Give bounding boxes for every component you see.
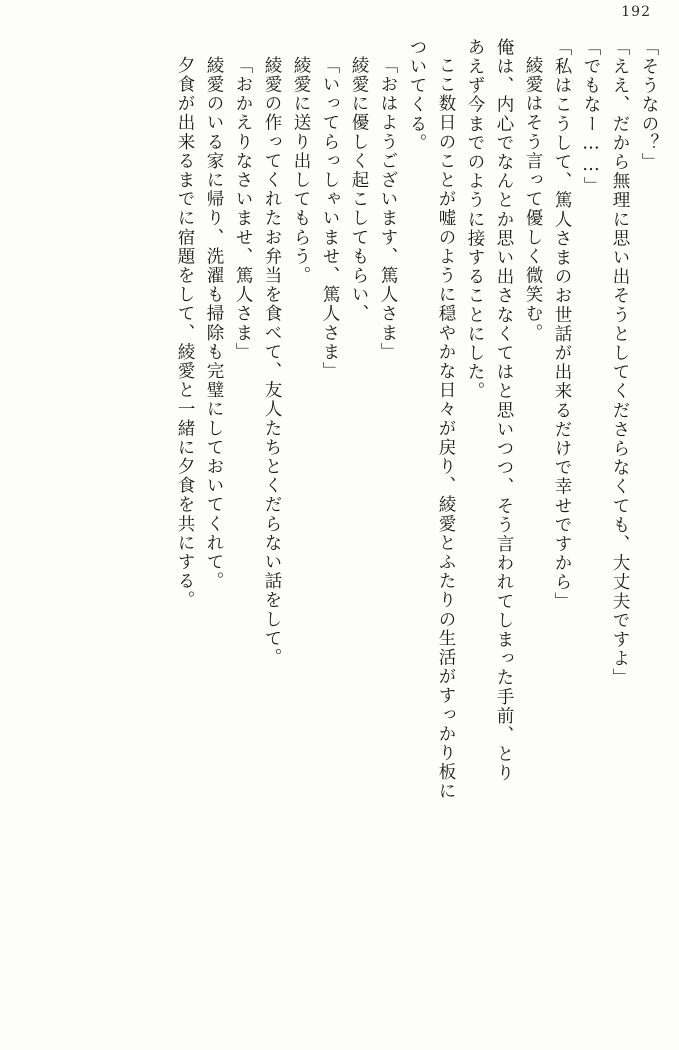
vertical-body-text <box>22 38 657 1022</box>
text-line: 綾愛に優しく起こしてもらい、 <box>349 56 369 324</box>
text-line: 綾愛はそう言って優しく微笑む。 <box>523 56 543 343</box>
text-line: 夕食が出来るまでに宿題をして、綾愛と一緒に夕食を共にする。 <box>175 56 195 610</box>
text-line: 綾愛のいる家に帰り、洗濯も掃除も完璧にしておいてくれて。 <box>204 56 224 591</box>
text-line: 「私はこうして、篤人さまのお世話が出来るだけで幸せですから」 <box>552 38 572 611</box>
text-line: あえず今までのように接することにした。 <box>465 38 485 401</box>
text-line: ついてくる。 <box>407 38 427 153</box>
text-line: 「ええ、だから無理に思い出そうとしてくださらなくても、大丈夫ですよ」 <box>610 38 630 688</box>
page-number: 192 <box>621 4 651 20</box>
text-line: 綾愛に送り出してもらう。 <box>291 56 311 286</box>
text-line: 綾愛の作ってくれたお弁当を食べて、友人たちとくだらない話をして。 <box>262 56 282 668</box>
text-line: 「そうなの？」 <box>639 38 659 172</box>
text-line: 俺は、内心でなんとか思い出さなくてはと思いつつ、そう言われてしまった手前、とり <box>494 38 514 783</box>
text-line: ここ数日のことが嘘のように穏やかな日々が戻り、綾愛とふたりの生活がすっかり板に <box>436 56 456 801</box>
text-line: 「おかえりなさいませ、篤人さま」 <box>233 56 253 362</box>
text-line: 「おはようございます、篤人さま」 <box>378 56 398 362</box>
text-line: 「でもなー……」 <box>581 38 601 196</box>
text-line: 「いってらっしゃいませ、篤人さま」 <box>320 56 340 381</box>
